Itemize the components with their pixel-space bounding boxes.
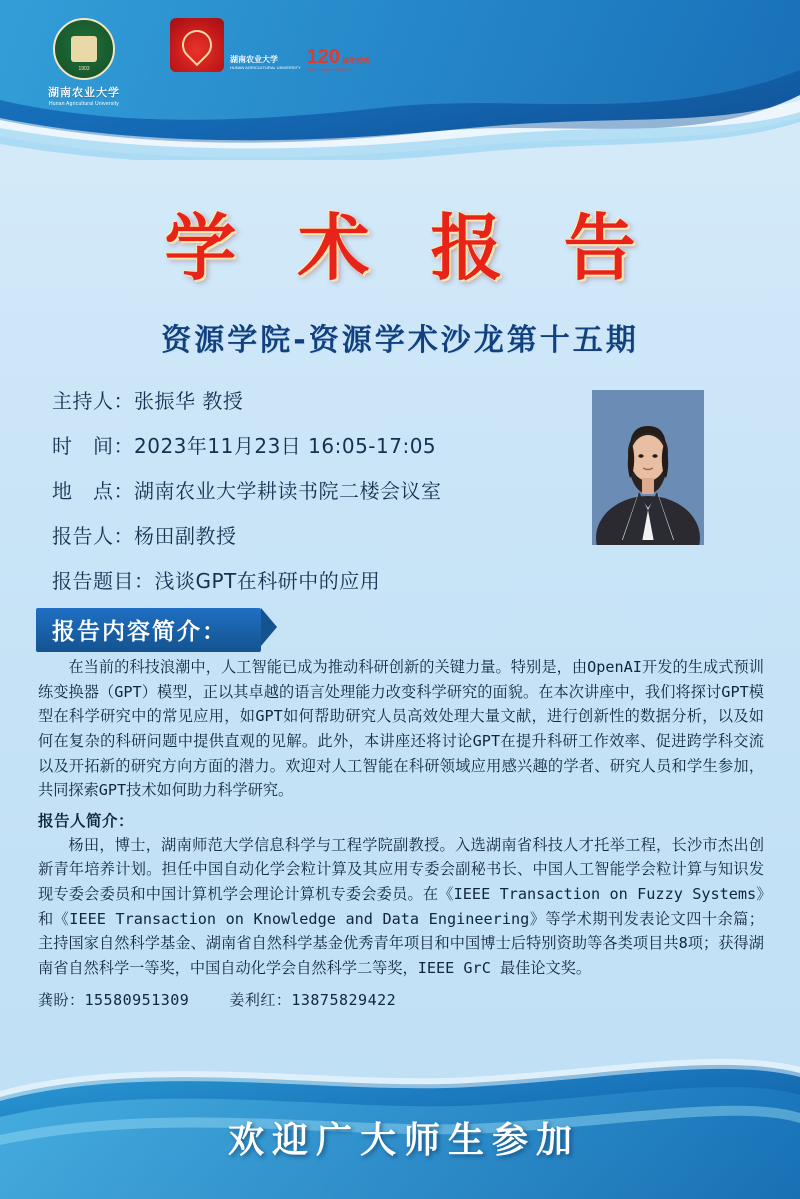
anniversary-number-suffix: 周年校庆 [342, 58, 371, 65]
footer-slogan: 欢迎广大师生参加 [227, 1119, 580, 1161]
seal-year: 1903 [78, 66, 90, 72]
anniversary-text [230, 54, 301, 72]
section-header [36, 608, 261, 646]
speaker-bio-heading: 报告人简介： [38, 811, 135, 830]
section-header-label: 报告内容简介： [36, 608, 261, 652]
anniversary-number-en: 120TH ANNIVERSARY [306, 67, 354, 72]
university-logo [48, 18, 120, 107]
info-line-location: 地 点：湖南农业大学耕读书院二楼会议室 [52, 479, 442, 503]
speaker-portrait [592, 390, 704, 545]
seal-inner-mark [71, 36, 97, 62]
flame-icon [170, 18, 224, 72]
anniversary-number-block [307, 47, 370, 72]
event-info-block [52, 385, 522, 610]
page-subtitle: 资源学院-资源学术沙龙第十五期 [161, 323, 639, 358]
university-name-en: Hunan Agricultural University [49, 101, 119, 107]
contact-1: 龚盼：15580951309 [38, 990, 190, 1009]
anniversary-name-cn: 湖南农业大学 [230, 55, 278, 64]
anniversary-number: 120 [306, 46, 341, 68]
page-title: 学 术 报 告 [164, 205, 654, 290]
info-line-speaker: 报告人：杨田副教授 [52, 524, 237, 548]
contact-2: 姜利红：13875829422 [229, 990, 397, 1009]
university-name-cn: 湖南农业大学 [48, 87, 120, 99]
anniversary-logo [170, 18, 370, 72]
info-line-host: 主持人：张振华 教授 [52, 389, 244, 413]
content-block [38, 655, 764, 1010]
speaker-bio-paragraph: 杨田，博士，湖南师范大学信息科学与工程学院副教授。入选湖南省科技人才托举工程，长沙市杰出创新青年培养计划。担任中国自动化学会粒计算及其应用专委会副秘书长、中国人工智能学会粒计算与知识发现专委会委员和中国计算机学会理论计算机专委会委员。在《IEEE Transaction on Fuzzy Systems》和《IEEE Transaction on Knowledge and Data Engineering》等学术期刊发表论文四十余篇；主持国家自然科学基金、湖南省自然科学基金优秀青年项目和中国博士后特别资助等各类项目共8项；获得湖南省自然科学一等奖，中国自动化学会自然科学二等奖，IEEE GrC 最佳论文奖。 [38, 835, 764, 977]
contact-row [38, 989, 764, 1010]
university-seal-icon [53, 18, 115, 80]
info-line-time: 时 间：2023年11月23日 16:05-17:05 [52, 434, 437, 458]
anniversary-name-en: HUNAN AGRICULTURAL UNIVERSITY [230, 65, 301, 70]
info-line-topic: 报告题目：浅谈GPT在科研中的应用 [52, 569, 381, 593]
logo-row [48, 18, 370, 107]
abstract-paragraph: 在当前的科技浪潮中，人工智能已成为推动科研创新的关键力量。特别是，由OpenAI开发的生成式预训练变换器（GPT）模型，正以其卓越的语言处理能力改变科学研究的面貌。在本次讲座中，我们将探讨GPT模型在科学研究中的常见应用，如GPT如何帮助研究人员高效处理大量文献，进行创新性的数据分析，以及如何在复杂的科研问题中提供直观的见解。此外，本讲座还将讨论GPT在提升科研工作效率、促进跨学科交流以及开拓新的研究方向方面的潜力。欢迎对人工智能在科研领域应用感兴趣的学者、研究人员和学生参加，共同探索GPT技术如何助力科学研究。 [38, 658, 764, 800]
